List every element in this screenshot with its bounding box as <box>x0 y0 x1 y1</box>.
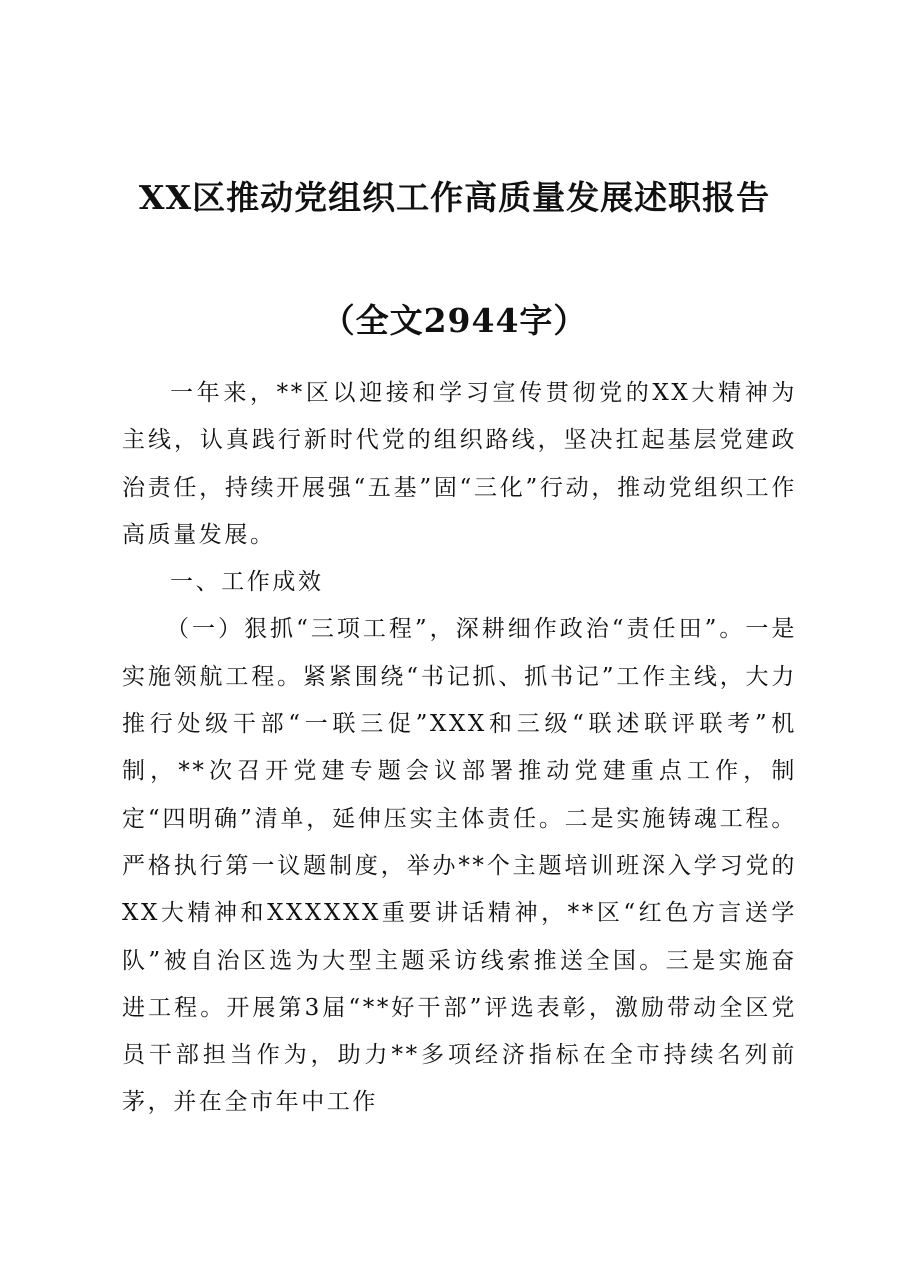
paragraph-section-1: （一）狠抓“三项工程”，深耕细作政治“责任田”。一是实施领航工程。紧紧围绕“书记抓、抓书记”工作主线，大力推行处级干部“一联三促”XXX和三级“联述联评联考”机制，**次召开党建专题会议部署推动党建重点工作，制定“四明确”清单，延伸压实主体责任。二是实施铸魂工程。严格执行第一议题制度，举办**个主题培训班深入学习党的XX大精神和XXXXXX重要讲话精神，**区“红色方言送学队”被自治区选为大型主题采访线索推送全国。三是实施奋进工程。开展第3届“**好干部”评选表彰，激励带动全区党员干部担当作为，助力**多项经济指标在全市持续名列前茅，并在全市年中工作 <box>122 616 797 1116</box>
document-title: XX区推动党组织工作高质量发展述职报告 <box>138 178 771 217</box>
section-heading: 一、工作成效 <box>170 569 324 596</box>
document-body <box>122 370 797 1127</box>
paragraph-intro: 一年来，**区以迎接和学习宣传贯彻党的XX大精神为主线，认真践行新时代党的组织路线，坚决扛起基层党建政治责任，持续开展强“五基”固“三化”行动，推动党组织工作高质量发展。 <box>122 380 797 548</box>
document-subtitle: （全文2944字） <box>321 301 588 340</box>
